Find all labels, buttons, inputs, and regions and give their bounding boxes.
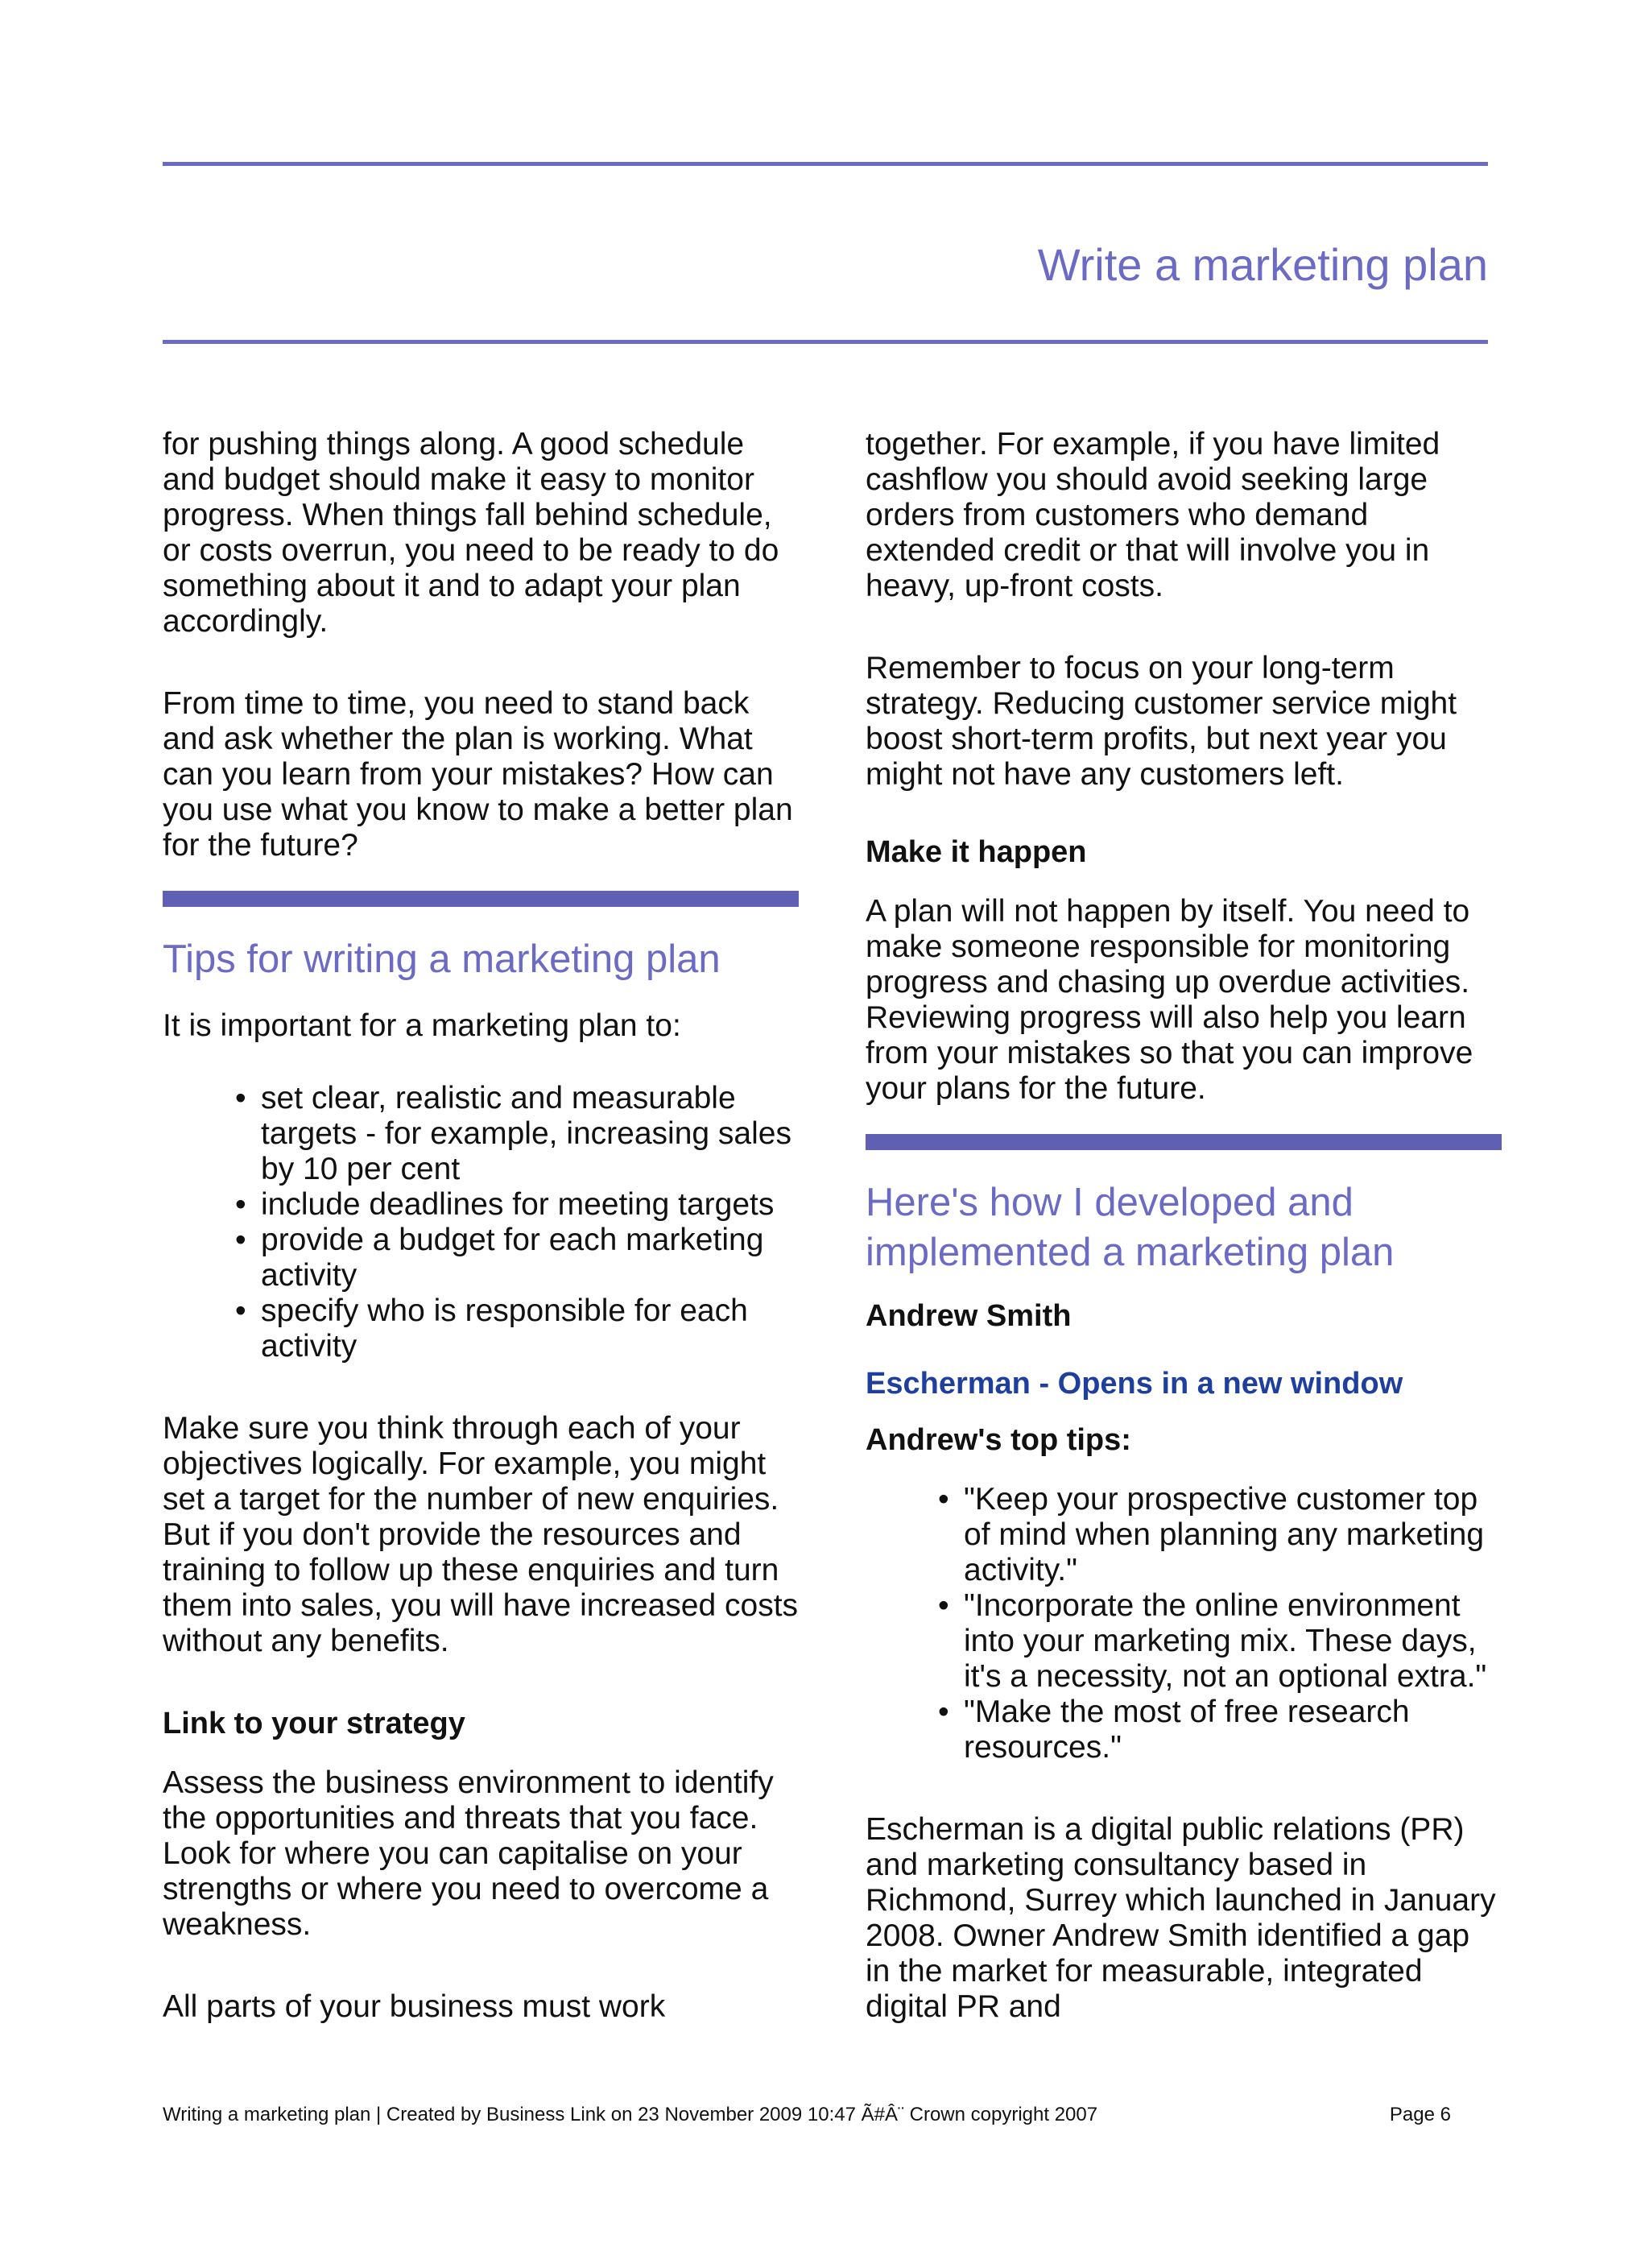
right-paragraph-3: A plan will not happen by itself. You need to make someone responsible for monitoring progress and chasing up overdue activities. Reviewing progress will also help you learn from your mistakes so that you can improve your plans for the future. bbox=[866, 894, 1473, 1106]
tip-text: set clear, realistic and measurable targets - for example, increasing sales by 10 per cent bbox=[261, 1081, 791, 1186]
tip-text: provide a budget for each marketing activity bbox=[261, 1223, 764, 1293]
header-rule-top bbox=[163, 162, 1488, 166]
tip-text: include deadlines for meeting targets bbox=[261, 1187, 775, 1222]
top-tip-text: "Keep your prospective customer top of mind when planning any marketing activity." bbox=[964, 1482, 1485, 1587]
page-number: Page 6 bbox=[1389, 2104, 1451, 2125]
page-title: Write a marketing plan bbox=[1037, 239, 1488, 290]
top-tips-heading: Andrew's top tips: bbox=[866, 1423, 1131, 1457]
bullet-icon: • bbox=[938, 1482, 949, 1517]
top-tip-text: "Incorporate the online environment into your marketing mix. These days, it's a necessity, not an optional extra." bbox=[964, 1588, 1487, 1694]
escherman-link[interactable]: Escherman - Opens in a new window bbox=[866, 1367, 1403, 1401]
bullet-icon: • bbox=[235, 1187, 246, 1222]
bullet-icon: • bbox=[235, 1081, 246, 1115]
right-paragraph-1: together. For example, if you have limited cashflow you should avoid seeking large orders from customers who demand extended credit or that will involve you in heavy, up-front costs. bbox=[866, 427, 1440, 603]
tips-section-title: Tips for writing a marketing plan bbox=[163, 937, 721, 981]
footer-text: Writing a marketing plan | Created by Business Link on 23 November 2009 10:47 Ã#Â¨ Crown copyright 2007 bbox=[163, 2104, 1098, 2125]
person-name: Andrew Smith bbox=[866, 1299, 1072, 1333]
list-item bbox=[235, 1187, 799, 1223]
list-item bbox=[235, 1081, 799, 1187]
left-paragraph-3: Make sure you think through each of your objectives logically. For example, you might set a target for the number of new enquiries. But if you don't provide the resources and training to follow up these enquiries and turn them into sales, you will have increased costs without any benefits. bbox=[163, 1411, 799, 1658]
header-rule-bottom bbox=[163, 340, 1488, 344]
left-paragraph-4: Assess the business environment to identify the opportunities and threats that you face. Look for where you can capitalise on your strengths or where you need to overcome a weakness. bbox=[163, 1765, 774, 1942]
list-item bbox=[938, 1588, 1502, 1695]
top-tip-text: "Make the most of free research resources." bbox=[964, 1695, 1410, 1765]
left-paragraph-5: All parts of your business must work bbox=[163, 1989, 666, 2024]
case-study-title: Here's how I developed and implemented a marketing plan bbox=[866, 1181, 1395, 1274]
tip-text: specify who is responsible for each activity bbox=[261, 1293, 748, 1364]
tips-list bbox=[163, 1081, 799, 1364]
bullet-icon: • bbox=[938, 1695, 949, 1729]
page-footer bbox=[163, 2104, 1451, 2126]
make-it-happen-heading: Make it happen bbox=[866, 835, 1087, 869]
section-divider-tips bbox=[163, 891, 799, 907]
top-tips-list bbox=[866, 1482, 1502, 1765]
list-item bbox=[938, 1482, 1502, 1588]
link-strategy-heading: Link to your strategy bbox=[163, 1707, 465, 1740]
left-column bbox=[163, 427, 799, 2025]
right-paragraph-4: Escherman is a digital public relations (PR) and marketing consultancy based in Richmond, Surrey which launched in January 2008. Owner Andrew Smith identified a gap in the market for measurable, integrated digital PR and bbox=[866, 1812, 1496, 2024]
tips-intro: It is important for a marketing plan to: bbox=[163, 1008, 681, 1043]
left-paragraph-1: for pushing things along. A good schedule and budget should make it easy to monitor progress. When things fall behind schedule, or costs overrun, you need to be ready to do something about it and to adapt your plan accordingly. bbox=[163, 427, 779, 639]
list-item bbox=[938, 1695, 1502, 1765]
left-paragraph-2: From time to time, you need to stand back and ask whether the plan is working. What can you learn from your mistakes? How can you use what you know to make a better plan for the future? bbox=[163, 686, 793, 863]
list-item bbox=[235, 1223, 799, 1293]
bullet-icon: • bbox=[235, 1223, 246, 1257]
list-item bbox=[235, 1293, 799, 1364]
section-divider-case-study bbox=[866, 1134, 1502, 1150]
right-column bbox=[866, 427, 1502, 2025]
bullet-icon: • bbox=[938, 1588, 949, 1623]
right-paragraph-2: Remember to focus on your long-term strategy. Reducing customer service might boost short-term profits, but next year you might not have any customers left. bbox=[866, 651, 1457, 792]
bullet-icon: • bbox=[235, 1293, 246, 1328]
